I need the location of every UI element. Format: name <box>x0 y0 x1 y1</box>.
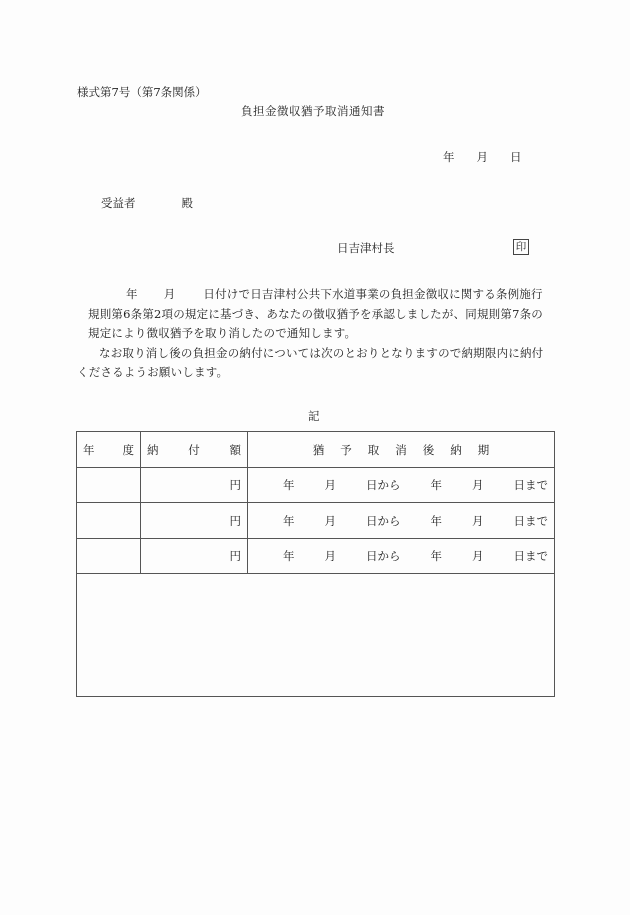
recipient-honorific: 殿 <box>181 196 193 210</box>
fiscal-year-cell <box>77 468 141 502</box>
header-amount <box>141 432 248 467</box>
table-row <box>77 503 554 539</box>
period-text: 日まで <box>513 478 548 492</box>
remarks-box <box>77 574 554 696</box>
header-text: 予 <box>340 442 352 457</box>
yen-unit: 円 <box>229 513 241 528</box>
header-text: 消 <box>395 442 407 457</box>
body-paragraph-1 <box>88 285 553 344</box>
notice-body <box>77 285 553 383</box>
body-month: 月 <box>163 287 176 301</box>
period-text: 年 <box>283 478 295 492</box>
period-cell <box>248 468 554 502</box>
form-number: 様式第7号（第7条関係） <box>77 85 207 99</box>
header-text: 後 <box>422 442 435 457</box>
header-fiscal-year <box>77 432 141 467</box>
header-text: 期 <box>477 442 490 457</box>
period-text: 年 <box>283 549 295 563</box>
period-text: 日から <box>366 478 401 492</box>
header-text: 猶 <box>312 442 325 457</box>
header-text: 付 <box>188 442 200 457</box>
period-text: 月 <box>324 478 336 492</box>
yen-unit: 円 <box>229 478 241 492</box>
amount-cell <box>141 503 248 538</box>
header-text: 納 <box>450 442 462 457</box>
body-text-2: なお取り消し後の負担金の納付については次のとおりとなりますので納期限内に納付くださるようお願いします。 <box>77 345 544 379</box>
fiscal-year-cell <box>77 539 141 573</box>
table-row <box>77 539 554 574</box>
header-text: 額 <box>229 442 241 457</box>
period-text: 年 <box>430 478 442 492</box>
period-text: 年 <box>430 513 442 528</box>
amount-cell <box>141 468 248 502</box>
note-heading: 記 <box>308 409 320 423</box>
seal-stamp-icon: 印 <box>513 239 529 255</box>
date-day-label: 日 <box>510 150 522 164</box>
amount-cell <box>141 539 248 573</box>
header-text: 年 <box>83 442 95 457</box>
period-cell <box>248 539 554 573</box>
date-month-label: 月 <box>476 150 488 164</box>
recipient-label: 受益者 <box>101 196 136 210</box>
body-text-1: 日付けで日吉津村公共下水道事業の負担金徴収に関する条例施行規則第6条第2項の規定に基づき、あなたの徴収猶予を承認しましたが、同規則第7条の規定により徴収猶予を取り消したので通知します。 <box>88 287 543 340</box>
body-year: 年 <box>126 287 138 301</box>
period-text: 月 <box>472 478 484 492</box>
period-text: 日まで <box>513 513 548 528</box>
period-text: 月 <box>472 513 484 528</box>
issue-date <box>443 149 522 165</box>
header-text: 度 <box>122 442 134 457</box>
sender-name: 日吉津村長 <box>337 241 395 255</box>
payment-table <box>76 431 555 697</box>
period-text: 日から <box>366 549 401 563</box>
header-text: 納 <box>147 442 159 457</box>
header-period <box>248 432 554 467</box>
period-cell <box>248 503 554 538</box>
fiscal-year-cell <box>77 503 141 538</box>
table-header-row <box>77 432 554 468</box>
period-text: 年 <box>283 513 295 528</box>
table-row <box>77 468 554 503</box>
period-text: 月 <box>472 549 484 563</box>
yen-unit: 円 <box>229 549 241 563</box>
period-text: 日から <box>366 513 401 528</box>
period-text: 月 <box>324 513 336 528</box>
period-text: 日まで <box>513 549 548 563</box>
header-text: 取 <box>367 442 380 457</box>
body-paragraph-2 <box>77 344 553 383</box>
recipient <box>101 195 193 211</box>
date-year-label: 年 <box>443 150 455 164</box>
period-text: 月 <box>324 549 336 563</box>
document-title: 負担金徴収猶予取消通知書 <box>241 104 385 118</box>
period-text: 年 <box>430 549 442 563</box>
